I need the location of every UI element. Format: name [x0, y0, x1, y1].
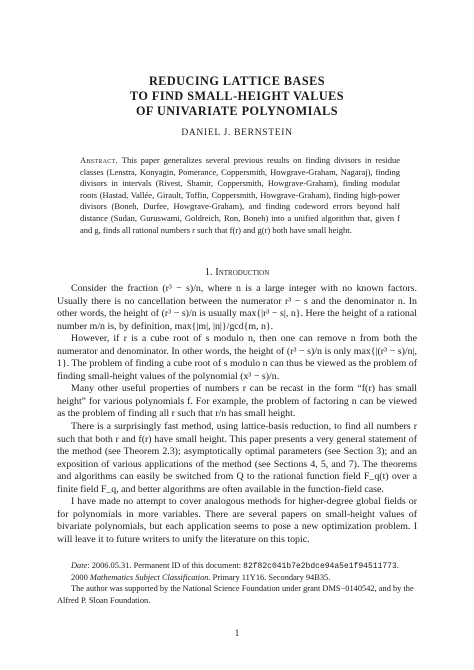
- paragraph-5: I have made no attempt to cover analogous methods for higher-degree global fields or for polynomials in more variables. There are several papers on small-height values of bivariate polynomials, but each application seems to pose a new optimization problem. I will leave it to future writers to unify the literature on this topic.: [57, 496, 417, 545]
- section-title: Introduction: [215, 267, 270, 278]
- paper-title-line-3: OF UNIVARIATE POLYNOMIALS: [135, 104, 339, 118]
- abstract-label: Abstract.: [80, 155, 118, 165]
- msc-text: Primary 11Y16. Secondary 94B35.: [210, 573, 331, 583]
- paragraph-3: Many other useful properties of numbers r can be recast in the form “f(r) has small height” for various polynomials f. For example, the problem of factoring n can be viewed as the problem of finding all r such that r/n has small height.: [57, 383, 417, 420]
- abstract-text: This paper generalizes several previous results on finding divisors in residue classes (Lenstra, Konyagin, Pomerance, Coppersmith, Howgrave-Graham, Nagaraj), finding divisors in intervals (Rivest, Shamir, Coppersmith, Howgrave-Graham), finding modular roots (Hastad, Vallée, Girault, Toffin, Coppersmith, Howgrave-Graham), finding high-power divisors (Boneh, Durfee, Howgrave-Graham), and finding codeword errors beyond half distance (Sudan, Guruswami, Goldreich, Ron, Boneh) into a unified algorithm that, given f and g, finds all rational numbers r such that f(r) and g(r) both have small height.: [80, 155, 400, 235]
- paper-title-line-1: REDUCING LATTICE BASES: [148, 74, 326, 88]
- paragraph-4: There is a surprisingly fast method, using lattice-basis reduction, to find all numbers r such that both r and f(r) have small height. This paper presents a very general statement of the method (see Theorem 2.3); asymptotically optimal parameters (see Section 3); and an exposition of various applications of the method (see Sections 4, 5, and 7). The theorems and algorithms can easily be switched from Q to the rational function field F_q(t) over a finite field F_q, and better algorithms are often available in the function-field case.: [57, 421, 417, 495]
- footnote-support: The author was supported by the National Science Foundation under grant DMS−0140542, and by the Alfred P. Sloan Foundation.: [57, 584, 414, 605]
- footnote: [57, 560, 417, 606]
- paragraph-1: Consider the fraction (r³ − s)/n, where n is a large integer with no known factors. Usually there is no cancellation between the numerator r³ − s and the denominator n. In other words, the height of (r³ − s)/n is usually max{|r³ − s|, n}. Here the height of a rational number m/n is, by definition, max{|m|, |n|}/gcd{m, n}.: [57, 283, 417, 332]
- page-number: 1: [234, 628, 240, 638]
- author-name: DANIEL J. BERNSTEIN: [181, 128, 293, 138]
- footnote-msc: [57, 572, 417, 583]
- document-id: 82f82c041b7e2bdce94a5e1f94511773: [243, 562, 397, 571]
- footnote-date-text: : 2006.05.31. Permanent ID of this document:: [87, 561, 244, 570]
- msc-prefix: 2000: [71, 573, 90, 583]
- section-number: 1.: [204, 267, 213, 278]
- paper-title-line-2: TO FIND SMALL-HEIGHT VALUES: [129, 89, 345, 103]
- footnote-date-label: Date: [71, 561, 88, 570]
- section-heading: [0, 267, 474, 278]
- abstract: [80, 155, 400, 236]
- msc-label: Mathematics Subject Classification.: [89, 573, 211, 583]
- body-text: [57, 283, 417, 546]
- footnote-date: Date: 2006.05.31. Permanent ID of this document: 82f82c041b7e2bdce94a5e1f94511773.: [71, 561, 399, 571]
- paragraph-2: However, if r is a cube root of s modulo n, then one can remove n from both the numerator and denominator. In other words, the height of (r³ − s)/n is only max{|(r³ − s)/n|, 1}. The problem of finding a cube root of s modulo n can thus be viewed as the problem of finding small-height values of the polynomial (x³ − s)/n.: [57, 333, 417, 382]
